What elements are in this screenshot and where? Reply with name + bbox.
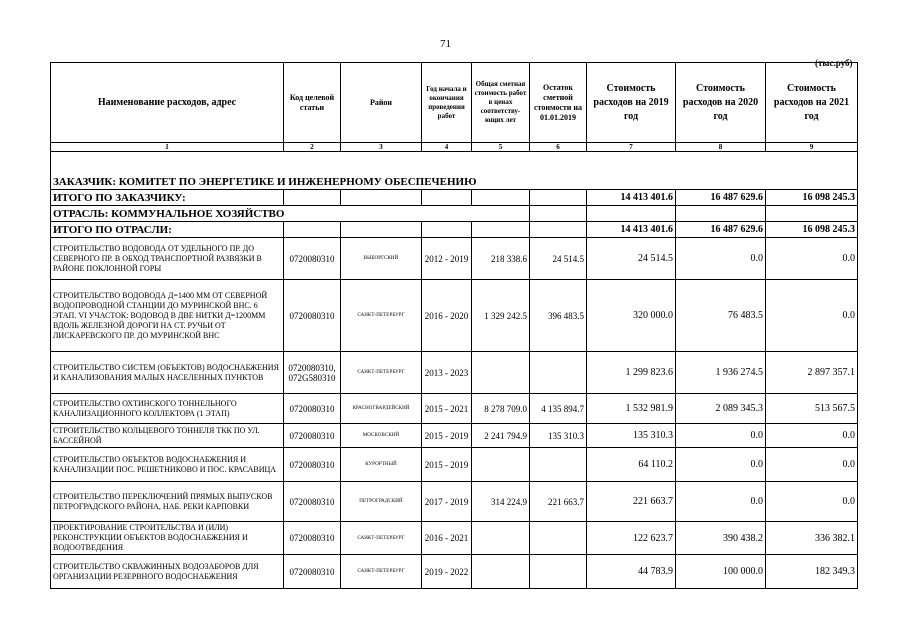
- header-remaining: Остаток сметной стоимости на 01.01.2019: [530, 63, 587, 143]
- district: МОСКОВСКИЙ: [341, 424, 422, 448]
- target-code: 0720080310: [284, 394, 341, 424]
- table-row: [51, 482, 858, 522]
- spacer-row: [51, 152, 858, 175]
- work-years: 2012 - 2019: [422, 238, 472, 280]
- table-row: [51, 238, 858, 280]
- header-cost-2019: Стоимость расходов на 2019 год: [587, 63, 676, 143]
- expense-rows: [51, 238, 858, 589]
- page-number: 71: [440, 38, 451, 50]
- header-total-cost: Общая сметная стоимость работ в ценах соответству-ющих лет: [472, 63, 530, 143]
- work-years: 2015 - 2021: [422, 394, 472, 424]
- district: САНКТ-ПЕТЕРБУРГ: [341, 352, 422, 394]
- cost-2021: 0.0: [766, 482, 858, 522]
- total-estimate: [472, 448, 530, 482]
- sector-total-2020: 16 487 629.6: [676, 222, 766, 238]
- work-years: 2016 - 2020: [422, 280, 472, 352]
- customer-total-label: ИТОГО ПО ЗАКАЗЧИКУ:: [51, 190, 284, 206]
- header-cost-2020: Стоимость расходов на 2020 год: [676, 63, 766, 143]
- cost-2019: 122 623.7: [587, 522, 676, 555]
- sector-total-row: [51, 222, 858, 238]
- header-code: Код целевой статьи: [284, 63, 341, 143]
- cost-2020: 0.0: [676, 482, 766, 522]
- cost-2020: 76 483.5: [676, 280, 766, 352]
- table-row: [51, 555, 858, 589]
- cost-2021: 0.0: [766, 280, 858, 352]
- table-row: [51, 280, 858, 352]
- table-row: [51, 352, 858, 394]
- district: САНКТ-ПЕТЕРБУРГ: [341, 522, 422, 555]
- remaining-estimate: 24 514.5: [530, 238, 587, 280]
- cost-2020: 0.0: [676, 448, 766, 482]
- work-years: 2017 - 2019: [422, 482, 472, 522]
- district: САНКТ-ПЕТЕРБУРГ: [341, 555, 422, 589]
- target-code: 0720080310, 072G580310: [284, 352, 341, 394]
- header-cost-2021: Стоимость расходов на 2021 год: [766, 63, 858, 143]
- total-estimate: 2 241 794.9: [472, 424, 530, 448]
- expense-name: СТРОИТЕЛЬСТВО ВОДОВОДА Д=1400 ММ ОТ СЕВЕРНОЙ ВОДОПРОВОДНОЙ СТАНЦИИ ДО МУРИНСКОЙ ВНС. 6 ЭТАП. VI УЧАСТОК: ВОДОВОД В ДВЕ НИТКИ Д=1200ММ ВДОЛЬ ЖЕЛЕЗНОЙ ДОРОГИ НА СТ. РУЧЬИ ОТ ЛИСКАРЕВСКОГО ПР. ДО МУРИНСКОЙ ВНС: [51, 280, 284, 352]
- col-number: 6: [530, 143, 587, 152]
- cost-2020: 390 438.2: [676, 522, 766, 555]
- cost-2021: 182 349.3: [766, 555, 858, 589]
- sector-heading: ОТРАСЛЬ: КОММУНАЛЬНОЕ ХОЗЯЙСТВО: [51, 206, 472, 222]
- header-years: Год начала и окончания проведения работ: [422, 63, 472, 143]
- cost-2021: 336 382.1: [766, 522, 858, 555]
- total-estimate: 218 338.6: [472, 238, 530, 280]
- expense-name: СТРОИТЕЛЬСТВО ОБЪЕКТОВ ВОДОСНАБЖЕНИЯ И КАНАЛИЗАЦИИ ПОС. РЕШЕТНИКОВО И ПОС. КРАСАВИЦА: [51, 448, 284, 482]
- target-code: 0720080310: [284, 448, 341, 482]
- remaining-estimate: [530, 555, 587, 589]
- table-row: [51, 424, 858, 448]
- work-years: 2015 - 2019: [422, 448, 472, 482]
- col-number: 8: [676, 143, 766, 152]
- work-years: 2013 - 2023: [422, 352, 472, 394]
- cost-2019: 1 299 823.6: [587, 352, 676, 394]
- table-row: [51, 522, 858, 555]
- work-years: 2015 - 2019: [422, 424, 472, 448]
- expense-name: СТРОИТЕЛЬСТВО СИСТЕМ (ОБЪЕКТОВ) ВОДОСНАБЖЕНИЯ И КАНАЛИЗОВАНИЯ МАЛЫХ НАСЕЛЕННЫХ ПУНКТОВ: [51, 352, 284, 394]
- col-number: 2: [284, 143, 341, 152]
- district: ПЕТРОГРАДСКИЙ: [341, 482, 422, 522]
- cost-2021: 2 897 357.1: [766, 352, 858, 394]
- total-estimate: [472, 555, 530, 589]
- col-number: 5: [472, 143, 530, 152]
- sector-row: [51, 206, 858, 222]
- remaining-estimate: [530, 352, 587, 394]
- cost-2021: 0.0: [766, 448, 858, 482]
- target-code: 0720080310: [284, 424, 341, 448]
- cost-2020: 100 000.0: [676, 555, 766, 589]
- cost-2019: 64 110.2: [587, 448, 676, 482]
- cost-2020: 0.0: [676, 424, 766, 448]
- total-estimate: [472, 352, 530, 394]
- sector-total-label: ИТОГО ПО ОТРАСЛИ:: [51, 222, 284, 238]
- expense-name: СТРОИТЕЛЬСТВО КОЛЬЦЕВОГО ТОННЕЛЯ ТКК ПО УЛ. БАССЕЙНОЙ: [51, 424, 284, 448]
- expense-name: СТРОИТЕЛЬСТВО СКВАЖИННЫХ ВОДОЗАБОРОВ ДЛЯ ОРГАНИЗАЦИИ РЕЗЕРВНОГО ВОДОСНАБЖЕНИЯ: [51, 555, 284, 589]
- cost-2020: 0.0: [676, 238, 766, 280]
- district: САНКТ-ПЕТЕРБУРГ: [341, 280, 422, 352]
- cost-2019: 1 532 981.9: [587, 394, 676, 424]
- table-row: [51, 448, 858, 482]
- target-code: 0720080310: [284, 555, 341, 589]
- col-number: 9: [766, 143, 858, 152]
- remaining-estimate: 135 310.3: [530, 424, 587, 448]
- table-row: [51, 394, 858, 424]
- total-estimate: 8 278 709.0: [472, 394, 530, 424]
- sector-total-2019: 14 413 401.6: [587, 222, 676, 238]
- cost-2019: 44 783.9: [587, 555, 676, 589]
- work-years: 2016 - 2021: [422, 522, 472, 555]
- remaining-estimate: 221 663.7: [530, 482, 587, 522]
- district: ВЫБОРГСКИЙ: [341, 238, 422, 280]
- expense-name: СТРОИТЕЛЬСТВО ПЕРЕКЛЮЧЕНИЙ ПРЯМЫХ ВЫПУСКОВ ПЕТРОГРАДСКОГО РАЙОНА, НАБ. РЕКИ КАРПОВКИ: [51, 482, 284, 522]
- customer-total-2020: 16 487 629.6: [676, 190, 766, 206]
- work-years: 2019 - 2022: [422, 555, 472, 589]
- cost-2019: 24 514.5: [587, 238, 676, 280]
- customer-total-row: [51, 190, 858, 206]
- cost-2020: 1 936 274.5: [676, 352, 766, 394]
- remaining-estimate: [530, 522, 587, 555]
- column-number-row: [51, 143, 858, 152]
- target-code: 0720080310: [284, 238, 341, 280]
- cost-2021: 0.0: [766, 424, 858, 448]
- customer-total-2019: 14 413 401.6: [587, 190, 676, 206]
- col-number: 4: [422, 143, 472, 152]
- customer-row: [51, 174, 858, 190]
- header-district: Район: [341, 63, 422, 143]
- target-code: 0720080310: [284, 280, 341, 352]
- cost-2020: 2 089 345.3: [676, 394, 766, 424]
- remaining-estimate: 396 483.5: [530, 280, 587, 352]
- col-number: 3: [341, 143, 422, 152]
- cost-2019: 320 000.0: [587, 280, 676, 352]
- col-number: 7: [587, 143, 676, 152]
- col-number: 1: [51, 143, 284, 152]
- expense-name: ПРОЕКТИРОВАНИЕ СТРОИТЕЛЬСТВА И (ИЛИ) РЕКОНСТРУКЦИИ ОБЪЕКТОВ ВОДОСНАБЖЕНИЯ И ВОДООТВЕДЕНИЯ: [51, 522, 284, 555]
- target-code: 0720080310: [284, 522, 341, 555]
- district: КУРОРТНЫЙ: [341, 448, 422, 482]
- district: КРАСНОГВАРДЕЙСКИЙ: [341, 394, 422, 424]
- cost-2019: 221 663.7: [587, 482, 676, 522]
- total-estimate: 1 329 242.5: [472, 280, 530, 352]
- cost-2021: 0.0: [766, 238, 858, 280]
- remaining-estimate: [530, 448, 587, 482]
- expense-name: СТРОИТЕЛЬСТВО ВОДОВОДА ОТ УДЕЛЬНОГО ПР. ДО СЕВЕРНОГО ПР. В ОБХОД ТРАНСПОРТНОЙ РАЗВЯЗКИ В РАЙОНЕ ПОКЛОННОЙ ГОРЫ: [51, 238, 284, 280]
- budget-table: [50, 62, 858, 589]
- sector-total-2021: 16 098 245.3: [766, 222, 858, 238]
- total-estimate: 314 224.9: [472, 482, 530, 522]
- customer-total-2021: 16 098 245.3: [766, 190, 858, 206]
- target-code: 0720080310: [284, 482, 341, 522]
- expense-name: СТРОИТЕЛЬСТВО ОХТИНСКОГО ТОННЕЛЬНОГО КАНАЛИЗАЦИОННОГО КОЛЛЕКТОРА (1 ЭТАП): [51, 394, 284, 424]
- units-label: (тыс.руб): [815, 58, 853, 68]
- total-estimate: [472, 522, 530, 555]
- customer-heading: ЗАКАЗЧИК: КОМИТЕТ ПО ЭНЕРГЕТИКЕ И ИНЖЕНЕРНОМУ ОБЕСПЕЧЕНИЮ: [51, 174, 858, 190]
- header-name: Наименование расходов, адрес: [51, 63, 284, 143]
- header-row: [51, 63, 858, 143]
- cost-2019: 135 310.3: [587, 424, 676, 448]
- cost-2021: 513 567.5: [766, 394, 858, 424]
- remaining-estimate: 4 135 894.7: [530, 394, 587, 424]
